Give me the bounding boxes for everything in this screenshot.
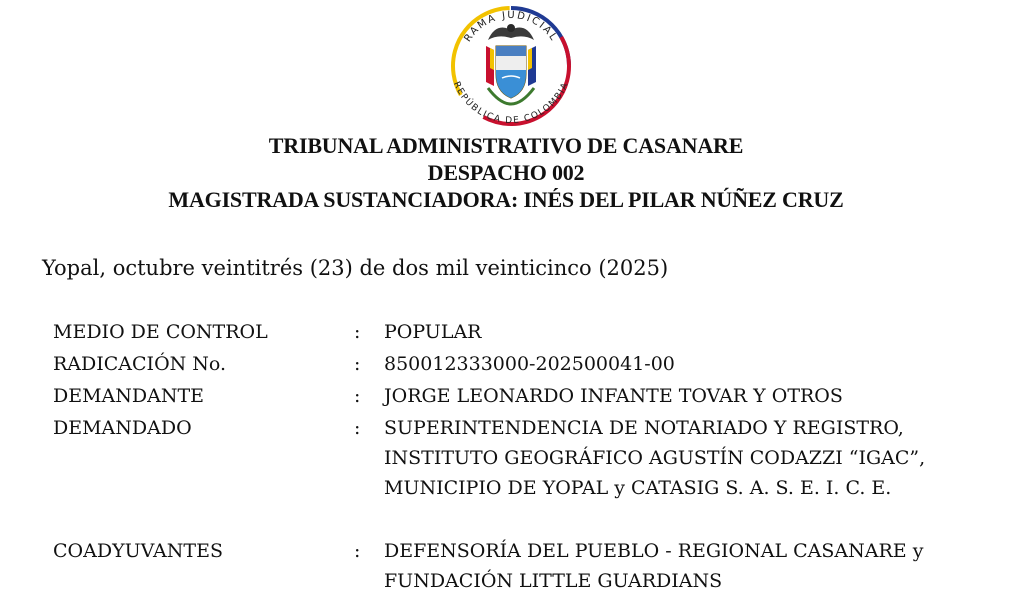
office-number: DESPACHO 002 — [427, 160, 585, 185]
field-value-coadyuvantes-line-1: DEFENSORÍA DEL PUEBLO - REGIONAL CASANARE y — [384, 540, 924, 562]
field-separator: : — [354, 417, 361, 439]
field-value-coadyuvantes-line-2: FUNDACIÓN LITTLE GUARDIANS — [384, 570, 723, 592]
field-value-demandante: JORGE LEONARDO INFANTE TOVAR Y OTROS — [384, 385, 843, 407]
field-value-demandado-line-1: SUPERINTENDENCIA DE NOTARIADO Y REGISTRO, — [384, 417, 904, 439]
field-label-demandante: DEMANDANTE — [53, 385, 205, 407]
magistrate-line: MAGISTRADA SUSTANCIADORA: INÉS DEL PILAR NÚÑEZ CRUZ — [168, 187, 844, 212]
field-separator: : — [354, 321, 361, 343]
field-value-radicacion: 850012333000-202500041-00 — [384, 353, 675, 375]
court-name: TRIBUNAL ADMINISTRATIVO DE CASANARE — [268, 133, 744, 158]
seal-arc-bottom-text: REPÚBLICA DE COLOMBIA — [450, 80, 572, 127]
seal-arc-top-text: RAMA JUDICIAL — [462, 9, 560, 45]
field-label-coadyuvantes: COADYUVANTES — [53, 540, 223, 562]
rama-judicial-seal — [436, 0, 586, 132]
field-label-demandado: DEMANDADO — [53, 417, 192, 439]
field-separator: : — [354, 385, 361, 407]
field-label-radicacion: RADICACIÓN No. — [53, 353, 227, 375]
field-separator: : — [354, 540, 361, 562]
field-value-medio-de-control: POPULAR — [384, 321, 482, 343]
field-label-medio-de-control: MEDIO DE CONTROL — [53, 321, 268, 343]
date-line: Yopal, octubre veintitrés (23) de dos mil veinticinco (2025) — [42, 256, 669, 280]
field-value-demandado-line-3: MUNICIPIO DE YOPAL y CATASIG S. A. S. E. I. C. E. — [384, 477, 892, 499]
field-separator: : — [354, 353, 361, 375]
field-value-demandado-line-2: INSTITUTO GEOGRÁFICO AGUSTÍN CODAZZI “IGAC”, — [384, 447, 926, 469]
